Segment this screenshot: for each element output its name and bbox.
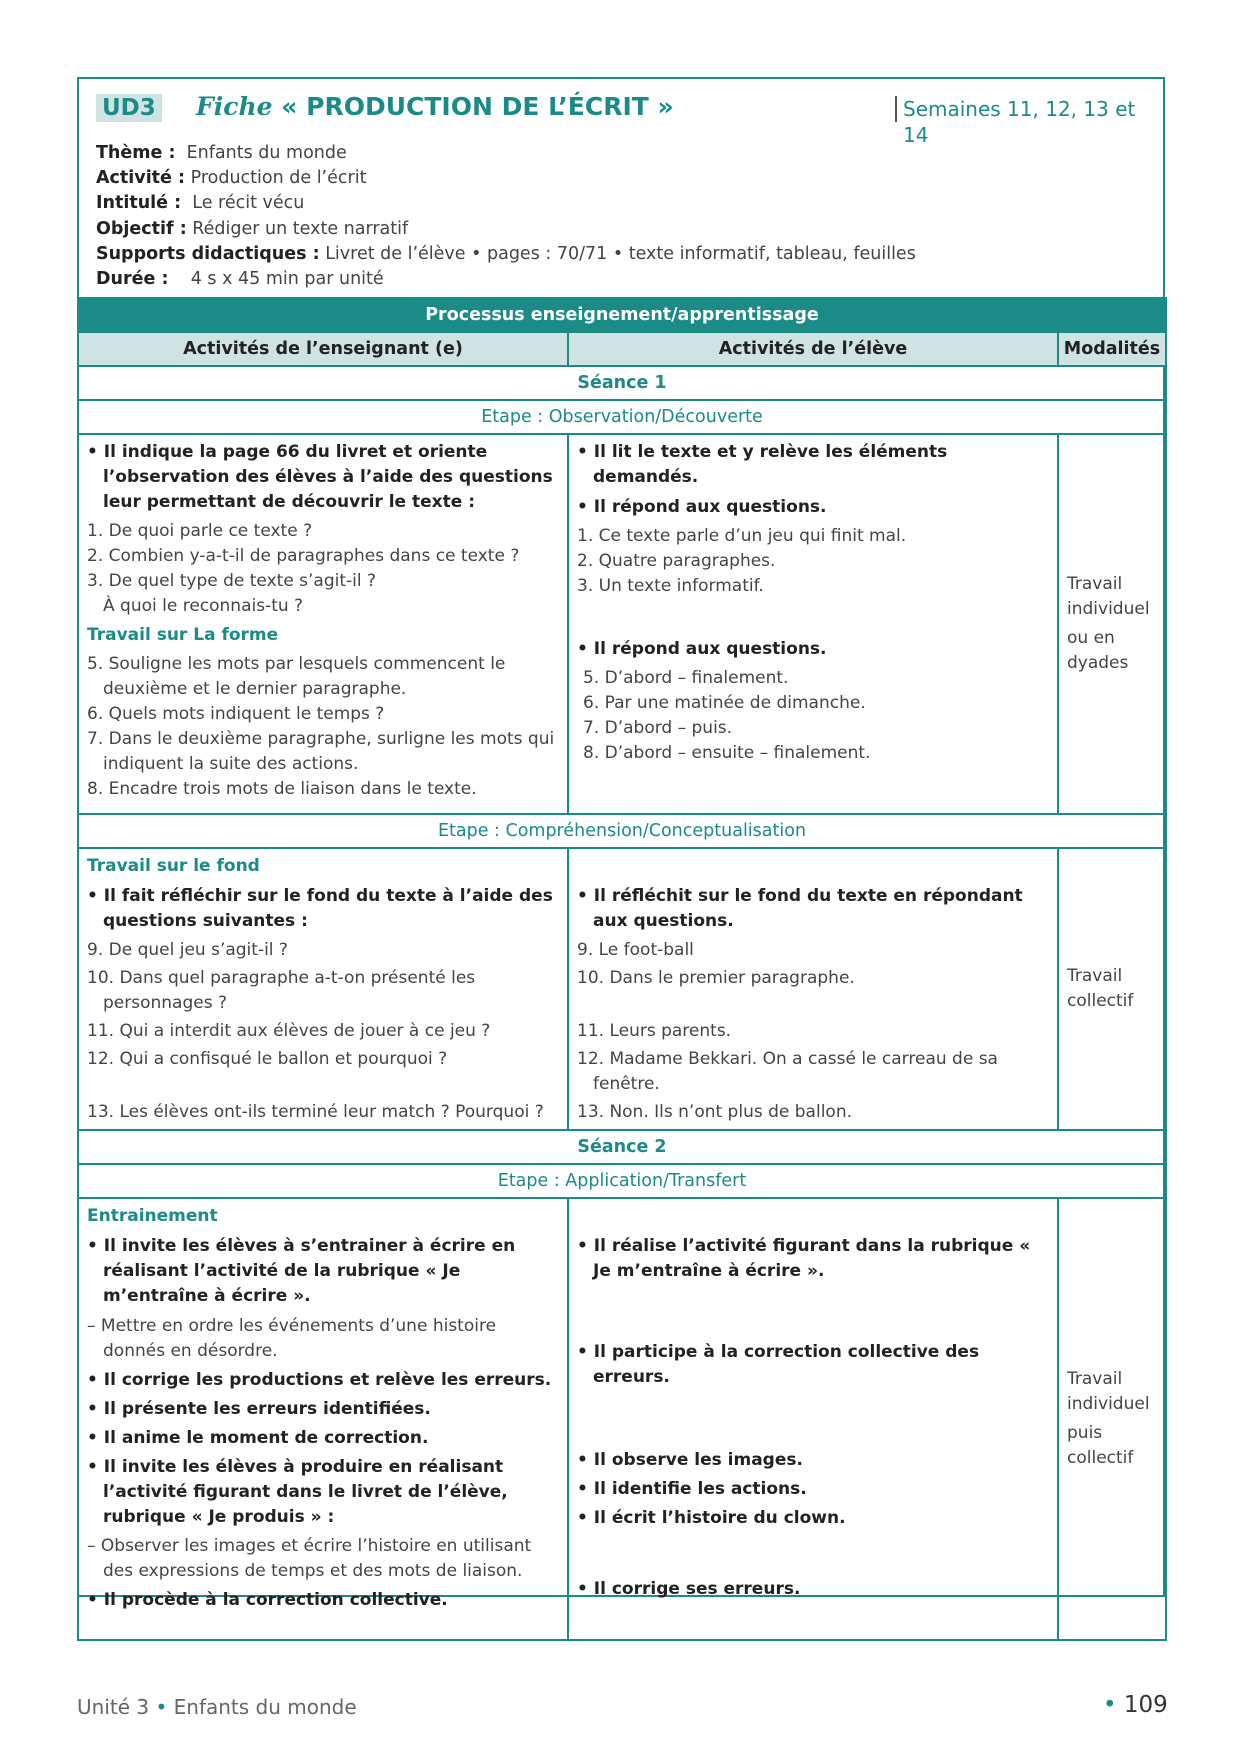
meta-row [96,242,916,267]
s2-modalites-cell [1058,848,1166,1130]
teacher-line: • Il anime le moment de correction. [87,1428,429,1448]
teacher-line: • Il présente les erreurs identifiées. [87,1399,431,1419]
teacher-line: • Il procède à la correction collective. [87,1590,448,1610]
teacher-line: 11. Qui a interdit aux élèves de jouer à ce jeu ? [87,1021,491,1041]
student-line: 7. D’abord – puis. [583,718,733,738]
footer-bullet-icon: • [155,1695,168,1719]
teacher-line: 1. De quoi parle ce texte ? [87,521,313,541]
teacher-line: • Il fait réfléchir sur le fond du texte à l’aide des questions suivantes : [87,886,553,931]
student-line: 12. Madame Bekkari. On a cassé le carreau de sa fenêtre. [577,1049,998,1094]
s3-modalites-cell [1058,1198,1166,1640]
teacher-line: – Observer les images et écrire l’histoire en utilisant des expressions de temps et des mots de liaison. [87,1536,532,1581]
process-title: Processus enseignement/apprentissage [78,298,1166,332]
s1-student-cell [568,434,1058,814]
seance-1-title: Séance 1 [78,366,1166,400]
student-line: 9. Le foot-ball [577,940,694,960]
subheading-forme: Travail sur La forme [87,625,279,645]
etape-comprehension: Etape : Compréhension/Conceptualisation [78,814,1166,848]
student-line: 1. Ce texte parle d’un jeu qui finit mal. [577,526,907,546]
weeks-label: Semaines 11, 12, 13 et 14 [895,96,1163,122]
fiche-title-text: « PRODUCTION DE L’ÉCRIT » [281,92,674,121]
teacher-line: 9. De quel jeu s’agit-il ? [87,940,288,960]
student-line: • Il participe à la correction collective des erreurs. [577,1342,980,1387]
student-line: 11. Leurs parents. [577,1021,732,1041]
process-table [77,297,1167,1641]
meta-value: Rédiger un texte narratif [192,218,409,239]
footer-unit-label: Unité 3 [77,1695,150,1719]
page-bullet-icon: • [1103,1692,1117,1718]
meta-value: Le récit vécu [192,193,305,214]
footer-theme: Enfants du monde [173,1695,357,1719]
col-header-student: Activités de l’élève [568,332,1058,366]
fiche-header [79,79,1163,297]
teacher-line: À quoi le reconnais-tu ? [103,596,304,616]
student-line: • Il répond aux questions. [577,497,827,517]
student-line: 2. Quatre paragraphes. [577,551,776,571]
meta-row [96,141,916,166]
student-line: 3. Un texte informatif. [577,576,764,596]
student-line: 8. D’abord – ensuite – finalement. [583,743,871,763]
s1-teacher-cell [78,434,568,814]
page-number [1103,1692,1168,1718]
student-line: 13. Non. Ils n’ont plus de ballon. [577,1102,852,1122]
student-line: 5. D’abord – finalement. [583,668,789,688]
col-header-modalites: Modalités [1058,332,1166,366]
seance-2-title: Séance 2 [78,1130,1166,1164]
student-line: • Il corrige ses erreurs. [577,1579,801,1599]
teacher-line: 8. Encadre trois mots de liaison dans le texte. [87,779,477,799]
unit-badge: UD3 [96,94,162,122]
modalite-text: puis collectif [1067,1423,1134,1468]
meta-value: Livret de l’élève • pages : 70/71 • texte informatif, tableau, feuilles [325,243,916,264]
s2-student-cell [568,848,1058,1130]
teacher-line: 3. De quel type de texte s’agit-il ? [87,571,377,591]
student-line: • Il écrit l’histoire du clown. [577,1508,846,1528]
s3-student-cell [568,1198,1058,1640]
teacher-line: 10. Dans quel paragraphe a-t-on présenté les personnages ? [87,968,476,1013]
fiche-frame [77,77,1165,1610]
student-line: • Il observe les images. [577,1450,803,1470]
student-line: 6. Par une matinée de dimanche. [583,693,866,713]
fiche-title [196,92,674,121]
teacher-line: • Il corrige les productions et relève les erreurs. [87,1370,552,1390]
meta-key: Objectif : [96,218,187,239]
modalite-text: ou en dyades [1067,628,1129,673]
page-number-value: 109 [1123,1692,1168,1718]
meta-list [96,141,916,292]
meta-row [96,217,916,242]
etape-application: Etape : Application/Transfert [78,1164,1166,1198]
teacher-line: – Mettre en ordre les événements d’une histoire donnés en désordre. [87,1316,497,1361]
s1-modalites-cell [1058,434,1166,814]
meta-row [96,267,916,292]
meta-value: 4 s x 45 min par unité [190,269,384,290]
meta-key: Activité : [96,168,186,189]
teacher-line: 6. Quels mots indiquent le temps ? [87,704,385,724]
meta-key: Thème : [96,143,176,163]
meta-key: Supports didactiques : [96,243,320,264]
s2-teacher-cell [78,848,568,1130]
student-line: • Il réalise l’activité figurant dans la rubrique « Je m’entraîne à écrire ». [577,1236,1031,1281]
etape-observation: Etape : Observation/Découverte [78,400,1166,434]
meta-value: Enfants du monde [186,143,347,163]
meta-value: Production de l’écrit [190,168,367,189]
meta-key: Intitulé : [96,193,182,214]
subheading-entrainement: Entrainement [87,1206,218,1226]
student-line: • Il lit le texte et y relève les éléments demandés. [577,442,948,487]
teacher-line: • Il indique la page 66 du livret et oriente l’observation des élèves à l’aide des questions leur permettant de découvrir le texte : [87,442,553,512]
meta-key: Durée : [96,269,169,290]
col-header-teacher: Activités de l’enseignant (e) [78,332,568,366]
teacher-line: • Il invite les élèves à produire en réalisant l’activité figurant dans le livret de l’élève, rubrique « Je produis » : [87,1457,508,1527]
student-line: • Il réfléchit sur le fond du texte en répondant aux questions. [577,886,1023,931]
teacher-line: 7. Dans le deuxième paragraphe, surligne les mots qui indiquent la suite des actions. [87,729,555,774]
subheading-fond: Travail sur le fond [87,856,260,876]
s3-teacher-cell [78,1198,568,1640]
modalite-text: Travail collectif [1067,966,1134,1011]
modalite-text: Travail individuel [1067,574,1150,619]
teacher-line: 13. Les élèves ont-ils terminé leur match ? Pourquoi ? [87,1102,544,1122]
teacher-line: 12. Qui a confisqué le ballon et pourquoi ? [87,1049,448,1069]
student-line: 10. Dans le premier paragraphe. [577,968,855,988]
footer-unit [77,1695,357,1719]
teacher-line: 2. Combien y-a-t-il de paragraphes dans ce texte ? [87,546,520,566]
student-line: • Il identifie les actions. [577,1479,807,1499]
fiche-word: Fiche [196,92,273,121]
modalite-text: Travail individuel [1067,1369,1150,1414]
teacher-line: • Il invite les élèves à s’entrainer à écrire en réalisant l’activité de la rubrique « Je m’entraîne à écrire ». [87,1236,516,1306]
teacher-line: 5. Souligne les mots par lesquels commencent le deuxième et le dernier paragraphe. [87,654,506,699]
student-line: • Il répond aux questions. [577,639,827,659]
meta-row [96,191,916,216]
meta-row [96,166,916,191]
